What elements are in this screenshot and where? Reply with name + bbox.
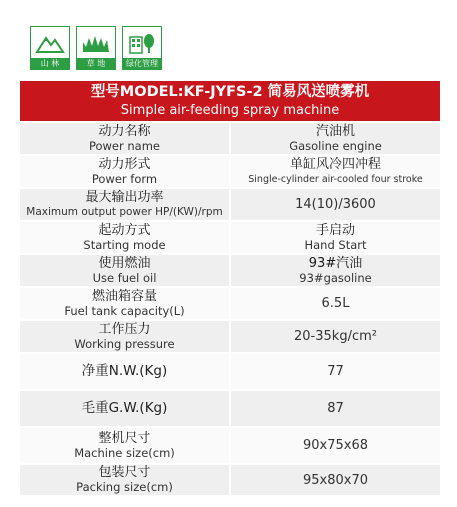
spec-row xyxy=(20,156,440,187)
spec-label-en: Use fuel oil xyxy=(92,270,157,285)
spec-value: 77 xyxy=(327,364,344,379)
spec-label-en: Starting mode xyxy=(83,237,166,252)
spec-label-cn: 使用燃油 xyxy=(98,255,151,271)
spec-label-en: Packing size(cm) xyxy=(76,480,173,494)
badge-grassland xyxy=(76,26,116,70)
spec-value-cn: 汽油机 xyxy=(315,123,355,139)
spec-row xyxy=(20,255,440,286)
spec-value-cell xyxy=(231,391,440,426)
spec-label-cell xyxy=(20,391,229,426)
spec-label-en: Machine size(cm) xyxy=(74,445,175,460)
badge-greening-management xyxy=(122,26,162,70)
category-badges xyxy=(30,26,162,70)
badge-label: 绿化管理 xyxy=(123,58,161,69)
spec-label-cell xyxy=(20,288,229,319)
badge-label: 草 地 xyxy=(77,58,115,69)
spec-row xyxy=(20,391,440,426)
spec-label-cell xyxy=(20,189,229,220)
model-title: 型号MODEL:KF-JYFS-2 简易风送喷雾机 xyxy=(90,84,370,100)
spec-row xyxy=(20,222,440,253)
spec-value-cn: 单缸风冷四冲程 xyxy=(289,156,381,172)
spec-value-cell xyxy=(231,222,440,253)
spec-value-cell xyxy=(231,123,440,154)
spec-table xyxy=(20,123,440,497)
spec-label-cell xyxy=(20,123,229,154)
spec-value-cell xyxy=(231,189,440,220)
product-name-en: Simple air-feeding spray machine xyxy=(120,103,340,118)
spec-label: 毛重G.W.(Kg) xyxy=(81,400,168,416)
spec-value: 6.5L xyxy=(321,296,350,311)
spec-label-cell xyxy=(20,255,229,286)
spec-label-cell xyxy=(20,222,229,253)
spec-row xyxy=(20,189,440,220)
spec-label-en: Maximum output power HP/(KW)/rpm xyxy=(26,205,223,218)
spec-value: 20-35kg/cm² xyxy=(294,329,377,344)
spec-label-cn: 整机尺寸 xyxy=(98,430,151,446)
spec-value-cell xyxy=(231,255,440,286)
spec-row xyxy=(20,123,440,154)
spec-row xyxy=(20,288,440,319)
spec-row xyxy=(20,321,440,352)
spec-row xyxy=(20,354,440,389)
spec-value-cell xyxy=(231,321,440,352)
spec-value: 87 xyxy=(327,401,344,416)
spec-label-cell xyxy=(20,354,229,389)
spec-row xyxy=(20,428,440,463)
spec-label-cn: 动力名称 xyxy=(98,123,151,139)
spec-value-cell xyxy=(231,465,440,495)
title-banner xyxy=(20,81,440,121)
badge-label: 山 林 xyxy=(31,58,69,69)
spec-value: 90x75x68 xyxy=(302,438,368,453)
spec-label-cn: 动力形式 xyxy=(98,156,151,172)
spec-value-en: Single-cylinder air-cooled four stroke xyxy=(248,173,423,185)
spec-label-cn: 工作压力 xyxy=(98,321,151,337)
spec-value-en: Hand Start xyxy=(304,237,367,252)
spec-label-en: Power form xyxy=(91,171,158,186)
spec-label-cell xyxy=(20,465,229,495)
grassland-icon xyxy=(81,30,111,56)
spec-label-cell xyxy=(20,156,229,187)
spec-value-cell xyxy=(231,428,440,463)
spec-label-cell xyxy=(20,428,229,463)
spec-label-cn: 包装尺寸 xyxy=(98,465,151,480)
spec-row xyxy=(20,465,440,495)
spec-value-en: 93#gasoline xyxy=(299,270,372,285)
spec-value-cell xyxy=(231,156,440,187)
spec-value: 95x80x70 xyxy=(302,472,368,488)
spec-value-cn: 手启动 xyxy=(315,222,355,238)
spec-label-cn: 燃油箱容量 xyxy=(91,288,157,304)
spec-value-cn: 93#汽油 xyxy=(308,255,363,271)
spec-value-en: Gasoline engine xyxy=(289,138,382,153)
spec-label-cell xyxy=(20,321,229,352)
spec-label-cn: 起动方式 xyxy=(98,222,151,238)
spec-label-en: Power name xyxy=(88,138,161,153)
spec-label-cn: 最大输出功率 xyxy=(85,189,164,205)
spec-value: 14(10)/3600 xyxy=(295,197,376,212)
spec-label: 净重N.W.(Kg) xyxy=(81,363,168,379)
spec-label-en: Working pressure xyxy=(74,336,175,351)
spec-label-en: Fuel tank capacity(L) xyxy=(64,303,185,318)
badge-mountain-forest xyxy=(30,26,70,70)
spec-value-cell xyxy=(231,354,440,389)
spec-value-cell xyxy=(231,288,440,319)
greening-management-icon xyxy=(127,30,157,56)
mountain-forest-icon xyxy=(35,30,65,56)
